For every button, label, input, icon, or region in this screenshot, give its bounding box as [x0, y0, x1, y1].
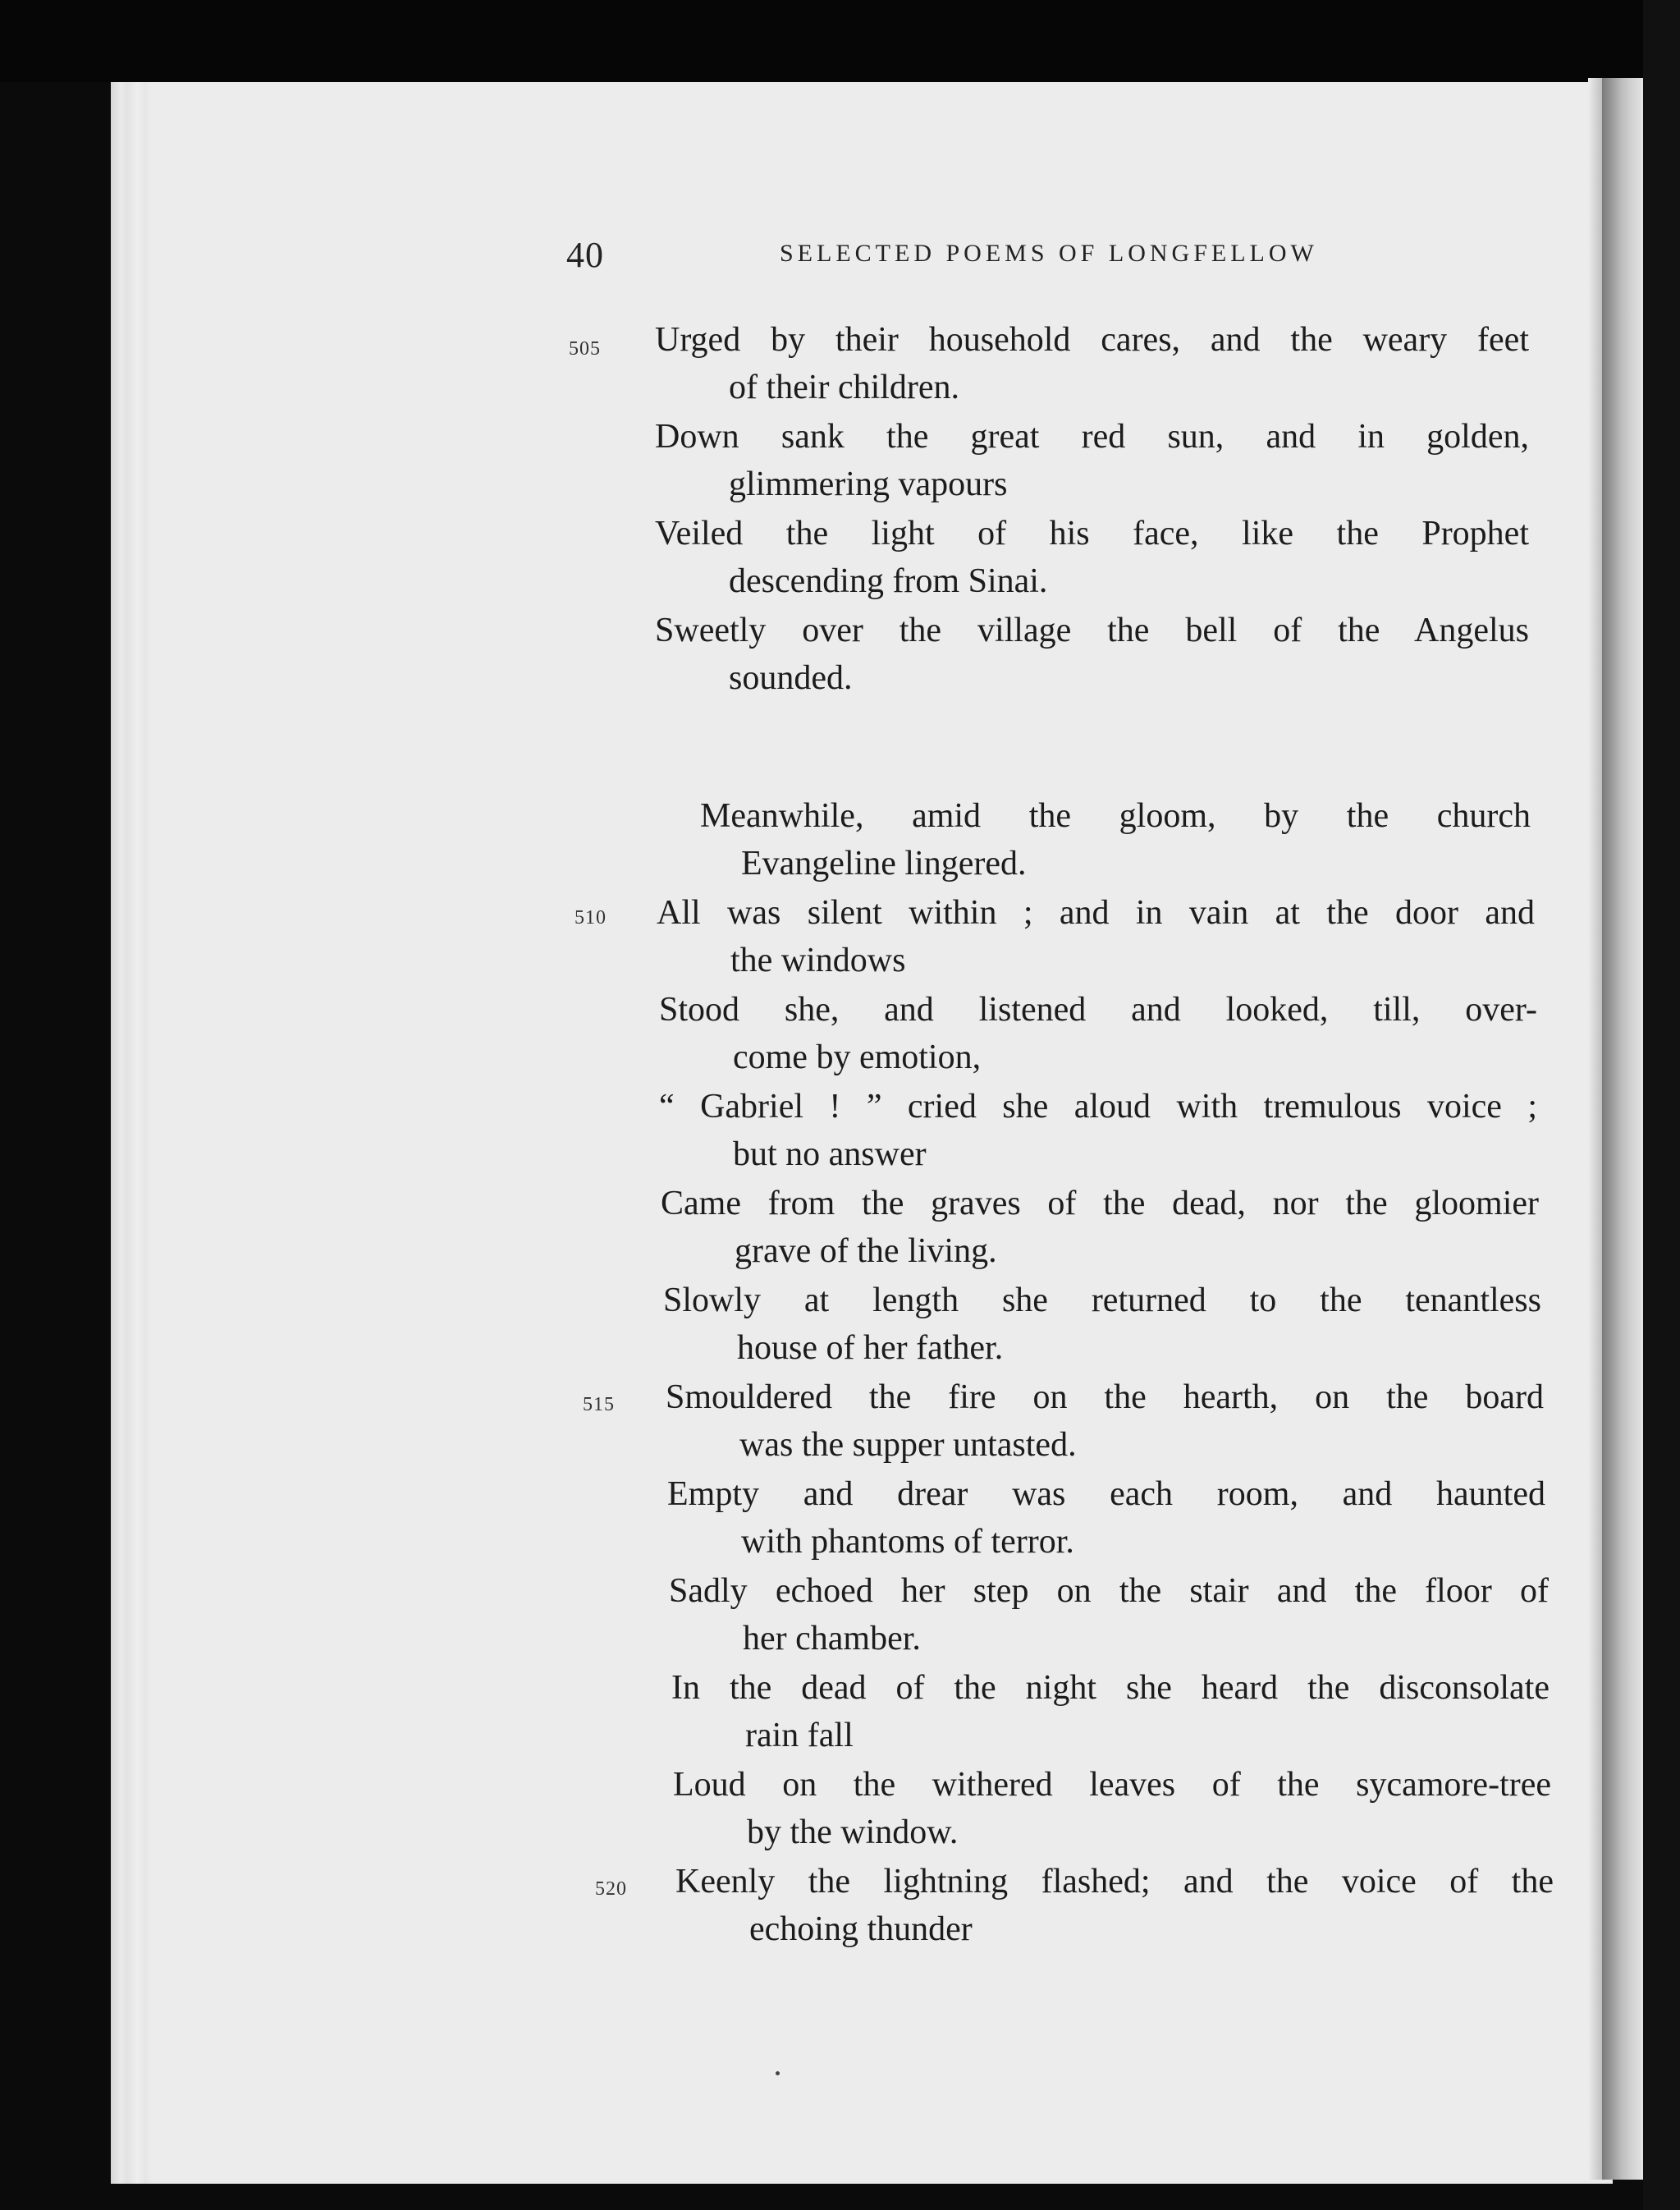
verse-line-text: Sweetly over the village the bell of the Angelus [655, 612, 1529, 649]
page-number: 40 [566, 235, 604, 275]
verse-line-continuation: was the supper untasted. [739, 1426, 1077, 1464]
scan-background-top [0, 0, 1680, 82]
verse-line-continuation: Evangeline lingered. [741, 845, 1027, 883]
verse-line-continuation: glimmering vapours [729, 465, 1008, 503]
verse-line-continuation: house of her father. [737, 1329, 1004, 1367]
verse-line-continuation: her chamber. [743, 1620, 921, 1658]
verse-line-text: Came from the graves of the dead, nor the gloomier [661, 1185, 1539, 1222]
verse-line-continuation: echoing thunder [749, 1910, 973, 1948]
verse-line-text: Meanwhile, amid the gloom, by the church [700, 797, 1531, 835]
book-binding [1602, 78, 1643, 2180]
verse-line-continuation: descending from Sinai. [729, 562, 1048, 600]
verse-line-text: Loud on the withered leaves of the sycamore-tree [673, 1766, 1551, 1804]
verse-line [673, 1761, 1551, 1856]
scan-background-right [1643, 0, 1680, 2210]
verse-line-text: Empty and drear was each room, and haunted [667, 1475, 1545, 1513]
verse-line [661, 1180, 1539, 1275]
verse-line-text: Sadly echoed her step on the stair and the floor of [669, 1572, 1549, 1610]
verse-line [671, 1664, 1550, 1759]
verse-line-text: Keenly the lightning flashed; and the voice of the [675, 1863, 1554, 1901]
verse-line [655, 607, 1529, 702]
verse-line [657, 889, 1535, 984]
verse-line-text: Slowly at length she returned to the tenantless [663, 1282, 1541, 1319]
verse-line-continuation: rain fall [745, 1717, 854, 1754]
verse-line-continuation: the windows [730, 942, 906, 979]
verse-line-text: “ Gabriel ! ” cried she aloud with tremulous voice ; [659, 1088, 1537, 1126]
verse-line [666, 1373, 1544, 1469]
verse-line [669, 1567, 1549, 1662]
verse-line-continuation: come by emotion, [733, 1039, 982, 1076]
verse-line-text: Stood she, and listened and looked, till, over- [659, 991, 1537, 1029]
verse-line-text: All was silent within ; and in vain at the door and [657, 894, 1535, 932]
line-number: 515 [583, 1394, 615, 1415]
verse-line-continuation: sounded. [729, 659, 853, 697]
verse-line-text: Veiled the light of his face, like the Prophet [655, 515, 1529, 552]
line-number: 505 [569, 338, 601, 360]
verse-line [667, 1470, 1545, 1566]
line-number: 520 [595, 1878, 627, 1900]
line-number: 510 [574, 907, 607, 928]
verse-line-continuation: by the window. [747, 1813, 959, 1851]
running-title: SELECTED POEMS OF LONGFELLOW [780, 240, 1318, 267]
verse-line [675, 1858, 1554, 1953]
verse-line [700, 792, 1531, 887]
verse-line [655, 316, 1529, 411]
verse-line-text: Down sank the great red sun, and in golden, [655, 418, 1529, 456]
verse-line-continuation: grave of the living. [735, 1232, 997, 1270]
verse-line [659, 1083, 1537, 1178]
verse-line [659, 986, 1537, 1081]
verse-line [655, 510, 1529, 605]
verse-line [655, 413, 1529, 508]
verse-line [663, 1277, 1541, 1372]
ink-speck [776, 2071, 780, 2075]
verse-line-continuation: with phantoms of terror. [741, 1523, 1074, 1561]
page-edges [111, 82, 152, 2184]
verse-line-text: Urged by their household cares, and the weary feet [655, 321, 1529, 359]
verse-line-text: Smouldered the fire on the hearth, on the board [666, 1378, 1544, 1416]
verse-line-text: In the dead of the night she heard the disconsolate [671, 1669, 1550, 1707]
verse-line-continuation: but no answer [733, 1135, 927, 1173]
verse-line-continuation: of their children. [729, 369, 960, 406]
